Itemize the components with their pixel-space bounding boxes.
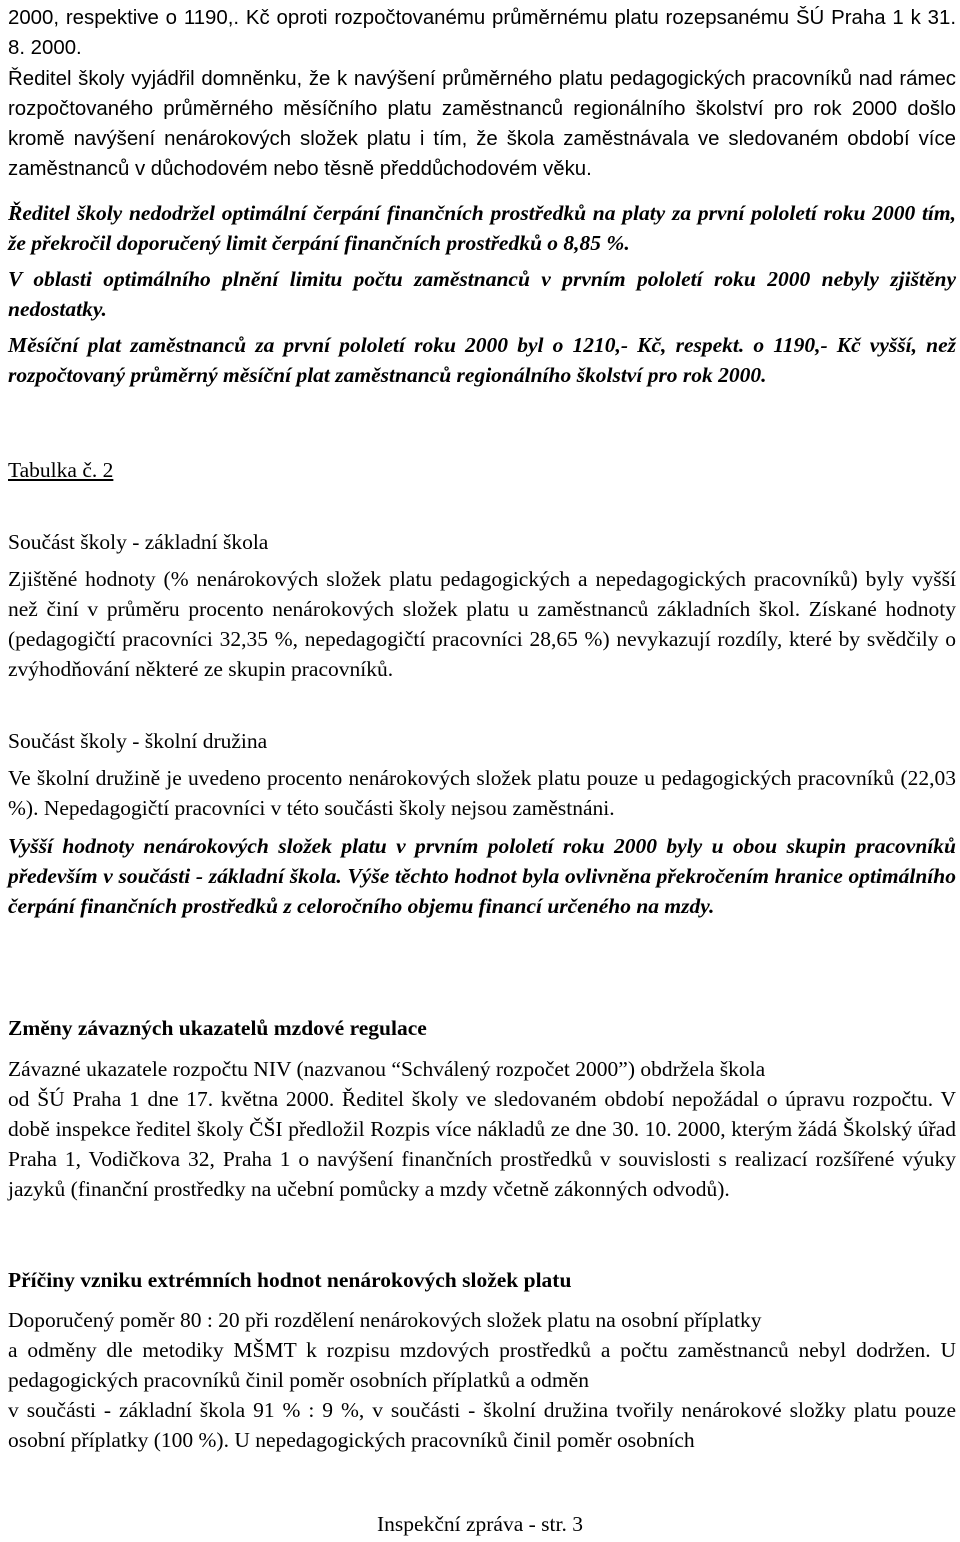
paragraph-director-opinion: Ředitel školy vyjádřil domněnku, že k navýšení průměrného platu pedagogických pracovníků nad rámec rozpočtovaného průměrného měsíčního platu zaměstnanců regionálního školství pro rok 2000 došlo kromě navýšení nenárokových složek platu i tím, že škola zaměstnávala ve sledovaném období více zaměstnanců v důchodovém nebo těsně předdůchodovém věku. (8, 68, 956, 180)
binding-indicators-text: od ŠÚ Praha 1 dne 17. května 2000. Ředitel školy ve sledovaném období nepožádal o úpravu rozpočtu. V době inspekce ředitel školy ČŠI předložil Rozpis více nákladů ze dne 30. 10. 2000, kterým žádá Školský úřad Praha 1, Vodičkova 32, Praha 1 o navýšení finančních prostředků v souvislosti s realizací rozšířené výuky jazyků (finanční prostředky na učební pomůcky a mzdy včetně zákonných odvodů). (8, 1087, 956, 1201)
section-text-basic-school: Zjištěné hodnoty (% nenárokových složek platu pedagogických a nepedagogických pracovníků) byly vyšší než činí v průměru procento nenárokových složek platu u zaměstnanců základních škol. Získané hodnoty (pedagogičtí pracovníci 32,35 %, nepedagogičtí pracovníci 28,65 %) nevykazují rozdíly, které by svědčily o zvýhodňování některé ze skupin pracovníků. (8, 567, 956, 681)
section-title-basic-school: Součást školy - základní škola (8, 530, 269, 554)
heading-extreme-values-causes: Příčiny vzniku extrémních hodnot nenárokových složek platu (8, 1268, 572, 1292)
binding-indicators-first-line: Závazné ukazatele rozpočtu NIV (nazvanou “Schválený rozpočet 2000”) obdržela škola (8, 1057, 766, 1081)
causes-first-line: Doporučený poměr 80 : 20 při rozdělení nenárokových složek platu na osobní příplatky (8, 1308, 762, 1332)
heading-binding-indicators: Změny závazných ukazatelů mzdové regulace (8, 1016, 427, 1040)
paragraph-finding-staff-limit: V oblasti optimálního plnění limitu počtu zaměstnanců v prvním pololetí roku 2000 nebyly zjištěny nedostatky. (8, 267, 956, 321)
paragraph-salary-comparison: 2000, respektive o 1190,. Kč oproti rozpočtovanému průměrnému platu rozepsanému ŠÚ Praha 1 k 31. 8. 2000. (8, 7, 956, 59)
page-footer: Inspekční zpráva - str. 3 (377, 1512, 583, 1536)
summary-finding: Vyšší hodnoty nenárokových složek platu v prvním pololetí roku 2000 byly u obou skupin pracovníků především v součásti - základní škola. Výše těchto hodnot byla ovlivněna překročením hranice optimálního čerpání finančních prostředků z celoročního objemu financí určeného na mzdy. (8, 834, 956, 918)
causes-second-part: a odměny dle metodiky MŠMT k rozpisu mzdových prostředků a počtu zaměstnanců nebyl dodržen. U pedagogických pracovníků činil poměr osobních příplatků a odměn (8, 1338, 956, 1392)
section-title-school-club: Součást školy - školní družina (8, 729, 268, 753)
causes-third-part: v součásti - základní škola 91 % : 9 %, v součásti - školní družina tvořily nenárokové složky platu pouze osobní příplatky (100 %). U nepedagogických pracovníků činil poměr osobních (8, 1398, 956, 1452)
section-text-school-club: Ve školní družině je uvedeno procento nenárokových složek platu pouze u pedagogických pracovníků (22,03 %). Nepedagogičtí pracovníci v této součásti školy nejsou zaměstnáni. (8, 766, 956, 820)
paragraph-finding-budget: Ředitel školy nedodržel optimální čerpání finančních prostředků na platy za první pololetí roku 2000 tím, že překročil doporučený limit čerpání finančních prostředků o 8,85 %. (8, 201, 956, 255)
table-reference: Tabulka č. 2 (8, 458, 114, 482)
paragraph-finding-monthly-salary: Měsíční plat zaměstnanců za první pololetí roku 2000 byl o 1210,- Kč, respekt. o 1190,- Kč vyšší, než rozpočtovaný průměrný měsíční plat zaměstnanců regionálního školství pro rok 2000. (8, 333, 956, 387)
